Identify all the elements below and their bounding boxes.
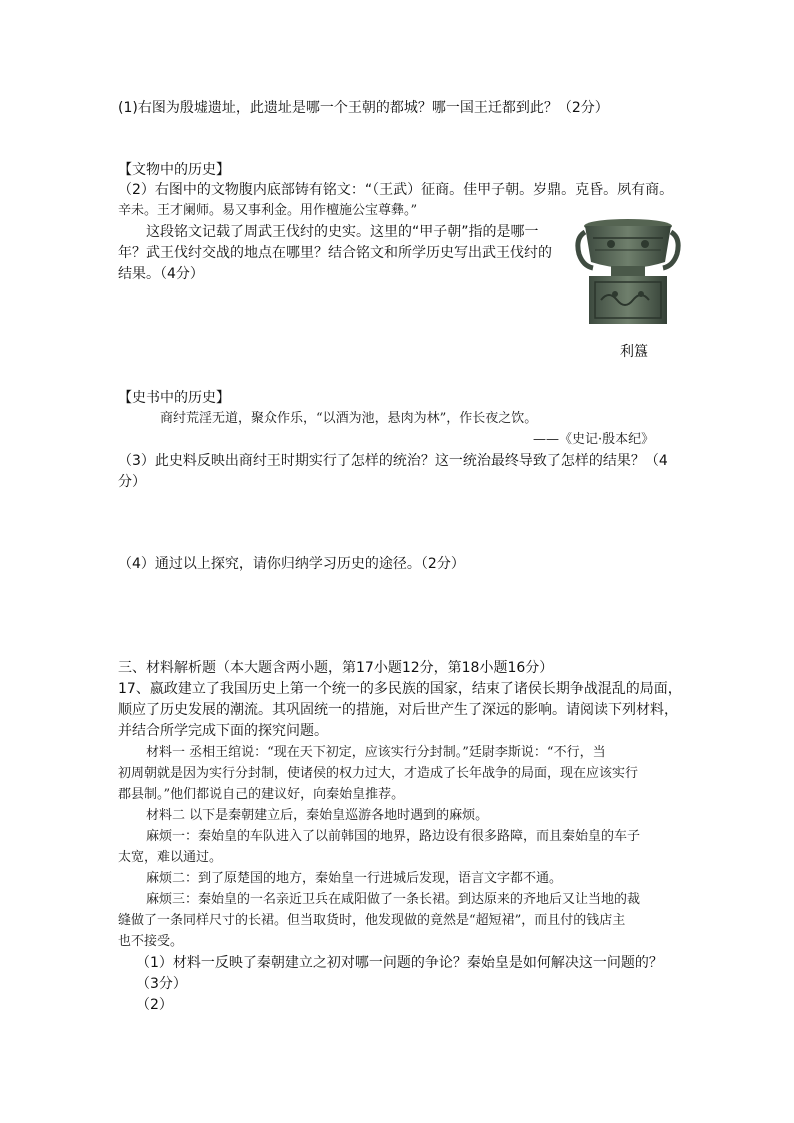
- material-1-line-3: 郡县制。”他们都说自己的建议好，向秦始皇推荐。: [118, 787, 405, 802]
- question-17-line-2: 顺应了历史发展的潮流。其巩固统一的措施，对后世产生了深远的影响。请阅读下列材料，: [118, 702, 678, 718]
- section-3-heading: 三、材料解析题（本大题含两小题，第17小题12分，第18小题16分）: [118, 660, 554, 676]
- trouble-3-line-1: 麻烦三：秦始皇的一名亲近卫兵在咸阳做了一条长裙。到达原来的齐地后又让当地的裁: [146, 892, 641, 907]
- question-2-line-1: （2）右图中的文物腹内底部铸有铭文：“（王武）征商。佳甲子朝。岁鼎。克昏。夙有商。: [118, 182, 674, 198]
- material-1-line-2: 初周朝就是因为实行分封制，使诸侯的权力过大，才造成了长年战争的局面，现在应该实行: [118, 766, 639, 781]
- question-3-line-1: （3）此史料反映出商纣王时期实行了怎样的统治？这一统治最终导致了怎样的结果？（4: [118, 453, 668, 469]
- trouble-3-line-2: 缝做了一条同样尺寸的长裙。但当取货时，他发现做的竟然是“超短裙”，而且付的钱店主: [118, 913, 626, 928]
- material-2-intro: 材料二 以下是秦朝建立后，秦始皇巡游各地时遇到的麻烦。: [146, 808, 489, 823]
- trouble-2: 麻烦二：到了原楚国的地方，秦始皇一行进城后发现，语言文字都不通。: [146, 871, 563, 886]
- subquestion-1-line-1: （1）材料一反映了秦朝建立之初对哪一问题的争论？秦始皇是如何解决这一问题的？: [136, 955, 663, 971]
- trouble-1-line-1: 麻烦一：秦始皇的车队进入了以前韩国的地界，路边设有很多路障，而且秦始皇的车子: [146, 829, 641, 844]
- question-3-line-2: 分）: [118, 474, 146, 490]
- quote-source: ——《史记·殷本纪》: [533, 432, 655, 447]
- question-2-line-4: 年？武王伐纣交战的地点在哪里？结合铭文和所学历史写出武王伐纣的: [118, 245, 552, 261]
- question-1: (1)右图为殷墟遗址，此遗址是哪一个王朝的都城？哪一国王迁都到此？（2分）: [118, 100, 609, 116]
- bronze-vessel-image: [571, 210, 685, 328]
- historical-quote: 商纣荒淫无道，聚众作乐，“以酒为池，悬肉为林”，作长夜之饮。: [160, 411, 538, 426]
- question-17-line-3: 并结合所学完成下面的探究问题。: [118, 723, 328, 739]
- subquestion-1-line-2: （3分）: [136, 976, 187, 992]
- question-2-line-5: 结果。（4分）: [118, 266, 204, 282]
- image-caption: 利簋: [620, 344, 648, 360]
- section-heading-relics: 【文物中的历史】: [118, 162, 230, 178]
- subquestion-2: （2）: [136, 997, 173, 1013]
- question-4: （4）通过以上探究，请你归纳学习历史的途径。（2分）: [118, 556, 465, 572]
- question-2-line-3: 这段铭文记载了周武王伐纣的史实。这里的“甲子朝”指的是哪一: [146, 224, 539, 240]
- question-2-line-2: 辛未。王才阑师。易又事利金。用作檀施公宝尊彝。”: [118, 203, 418, 218]
- material-1-line-1: 材料一 丞相王绾说：“现在天下初定，应该实行分封制。”廷尉李斯说：“不行，当: [146, 745, 606, 760]
- trouble-3-line-3: 也不接受。: [118, 934, 184, 949]
- trouble-1-line-2: 太宽，难以通过。: [118, 850, 223, 865]
- question-17-line-1: 17、嬴政建立了我国历史上第一个统一的多民族的国家，结束了诸侯长期争战混乱的局面，: [118, 681, 682, 697]
- section-heading-books: 【史书中的历史】: [118, 390, 230, 406]
